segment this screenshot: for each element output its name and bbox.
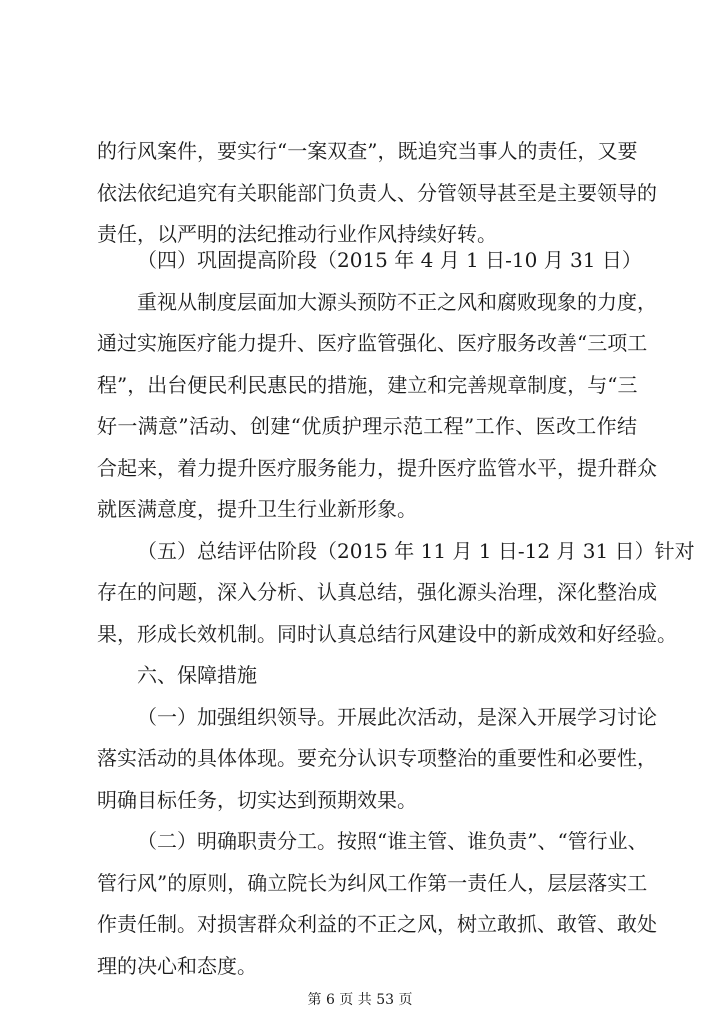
text-line: 管行风”的原则，确立院长为纠风工作第一责任人，层层落实工	[97, 871, 648, 895]
text-line: 责任，以严明的法纪推动行业作风持续好转。	[97, 222, 497, 246]
text-line: 合起来，着力提升医疗服务能力，提升医疗监管水平，提升群众	[97, 456, 657, 480]
section-heading: （五）总结评估阶段（2015 年 11 月 1 日-12 月 31 日）针对	[137, 539, 695, 563]
page-number-footer: 第 6 页 共 53 页	[307, 992, 413, 1008]
text-line: 存在的问题，深入分析、认真总结，强化源头治理，深化整治成	[97, 580, 657, 604]
text-line: 作责任制。对损害群众利益的不正之风，树立敢抓、敢管、敢处	[97, 912, 657, 936]
text-line: 好一满意”活动、创建“优质护理示范工程”工作、医改工作结	[97, 414, 637, 438]
section-heading: 六、保障措施	[137, 663, 257, 687]
text-line: 通过实施医疗能力提升、医疗监管强化、医疗服务改善“三项工	[97, 331, 648, 355]
text-line: 的行风案件，要实行“一案双查”，既追究当事人的责任，又要	[97, 139, 638, 163]
text-line: 落实活动的具体体现。要充分认识专项整治的重要性和必要性，	[97, 746, 657, 770]
text-line: 理的决心和态度。	[97, 954, 257, 978]
text-line: 明确目标任务，切实达到预期效果。	[97, 788, 417, 812]
section-heading: （四）巩固提高阶段（2015 年 4 月 1 日-10 月 31 日）	[137, 248, 642, 272]
text-line: 依法依纪追究有关职能部门负责人、分管领导甚至是主要领导的	[97, 181, 657, 205]
text-line: （一）加强组织领导。开展此次活动，是深入开展学习讨论	[137, 705, 657, 729]
text-line: （二）明确职责分工。按照“谁主管、谁负责”、“管行业、	[137, 829, 648, 853]
text-line: 重视从制度层面加大源头预防不正之风和腐败现象的力度，	[137, 290, 657, 314]
text-line: 就医满意度，提升卫生行业新形象。	[97, 497, 417, 521]
text-line: 果，形成长效机制。同时认真总结行风建设中的新成效和好经验。	[97, 622, 677, 646]
text-line: 程”，出台便民利民惠民的措施，建立和完善规章制度，与“三	[97, 373, 638, 397]
